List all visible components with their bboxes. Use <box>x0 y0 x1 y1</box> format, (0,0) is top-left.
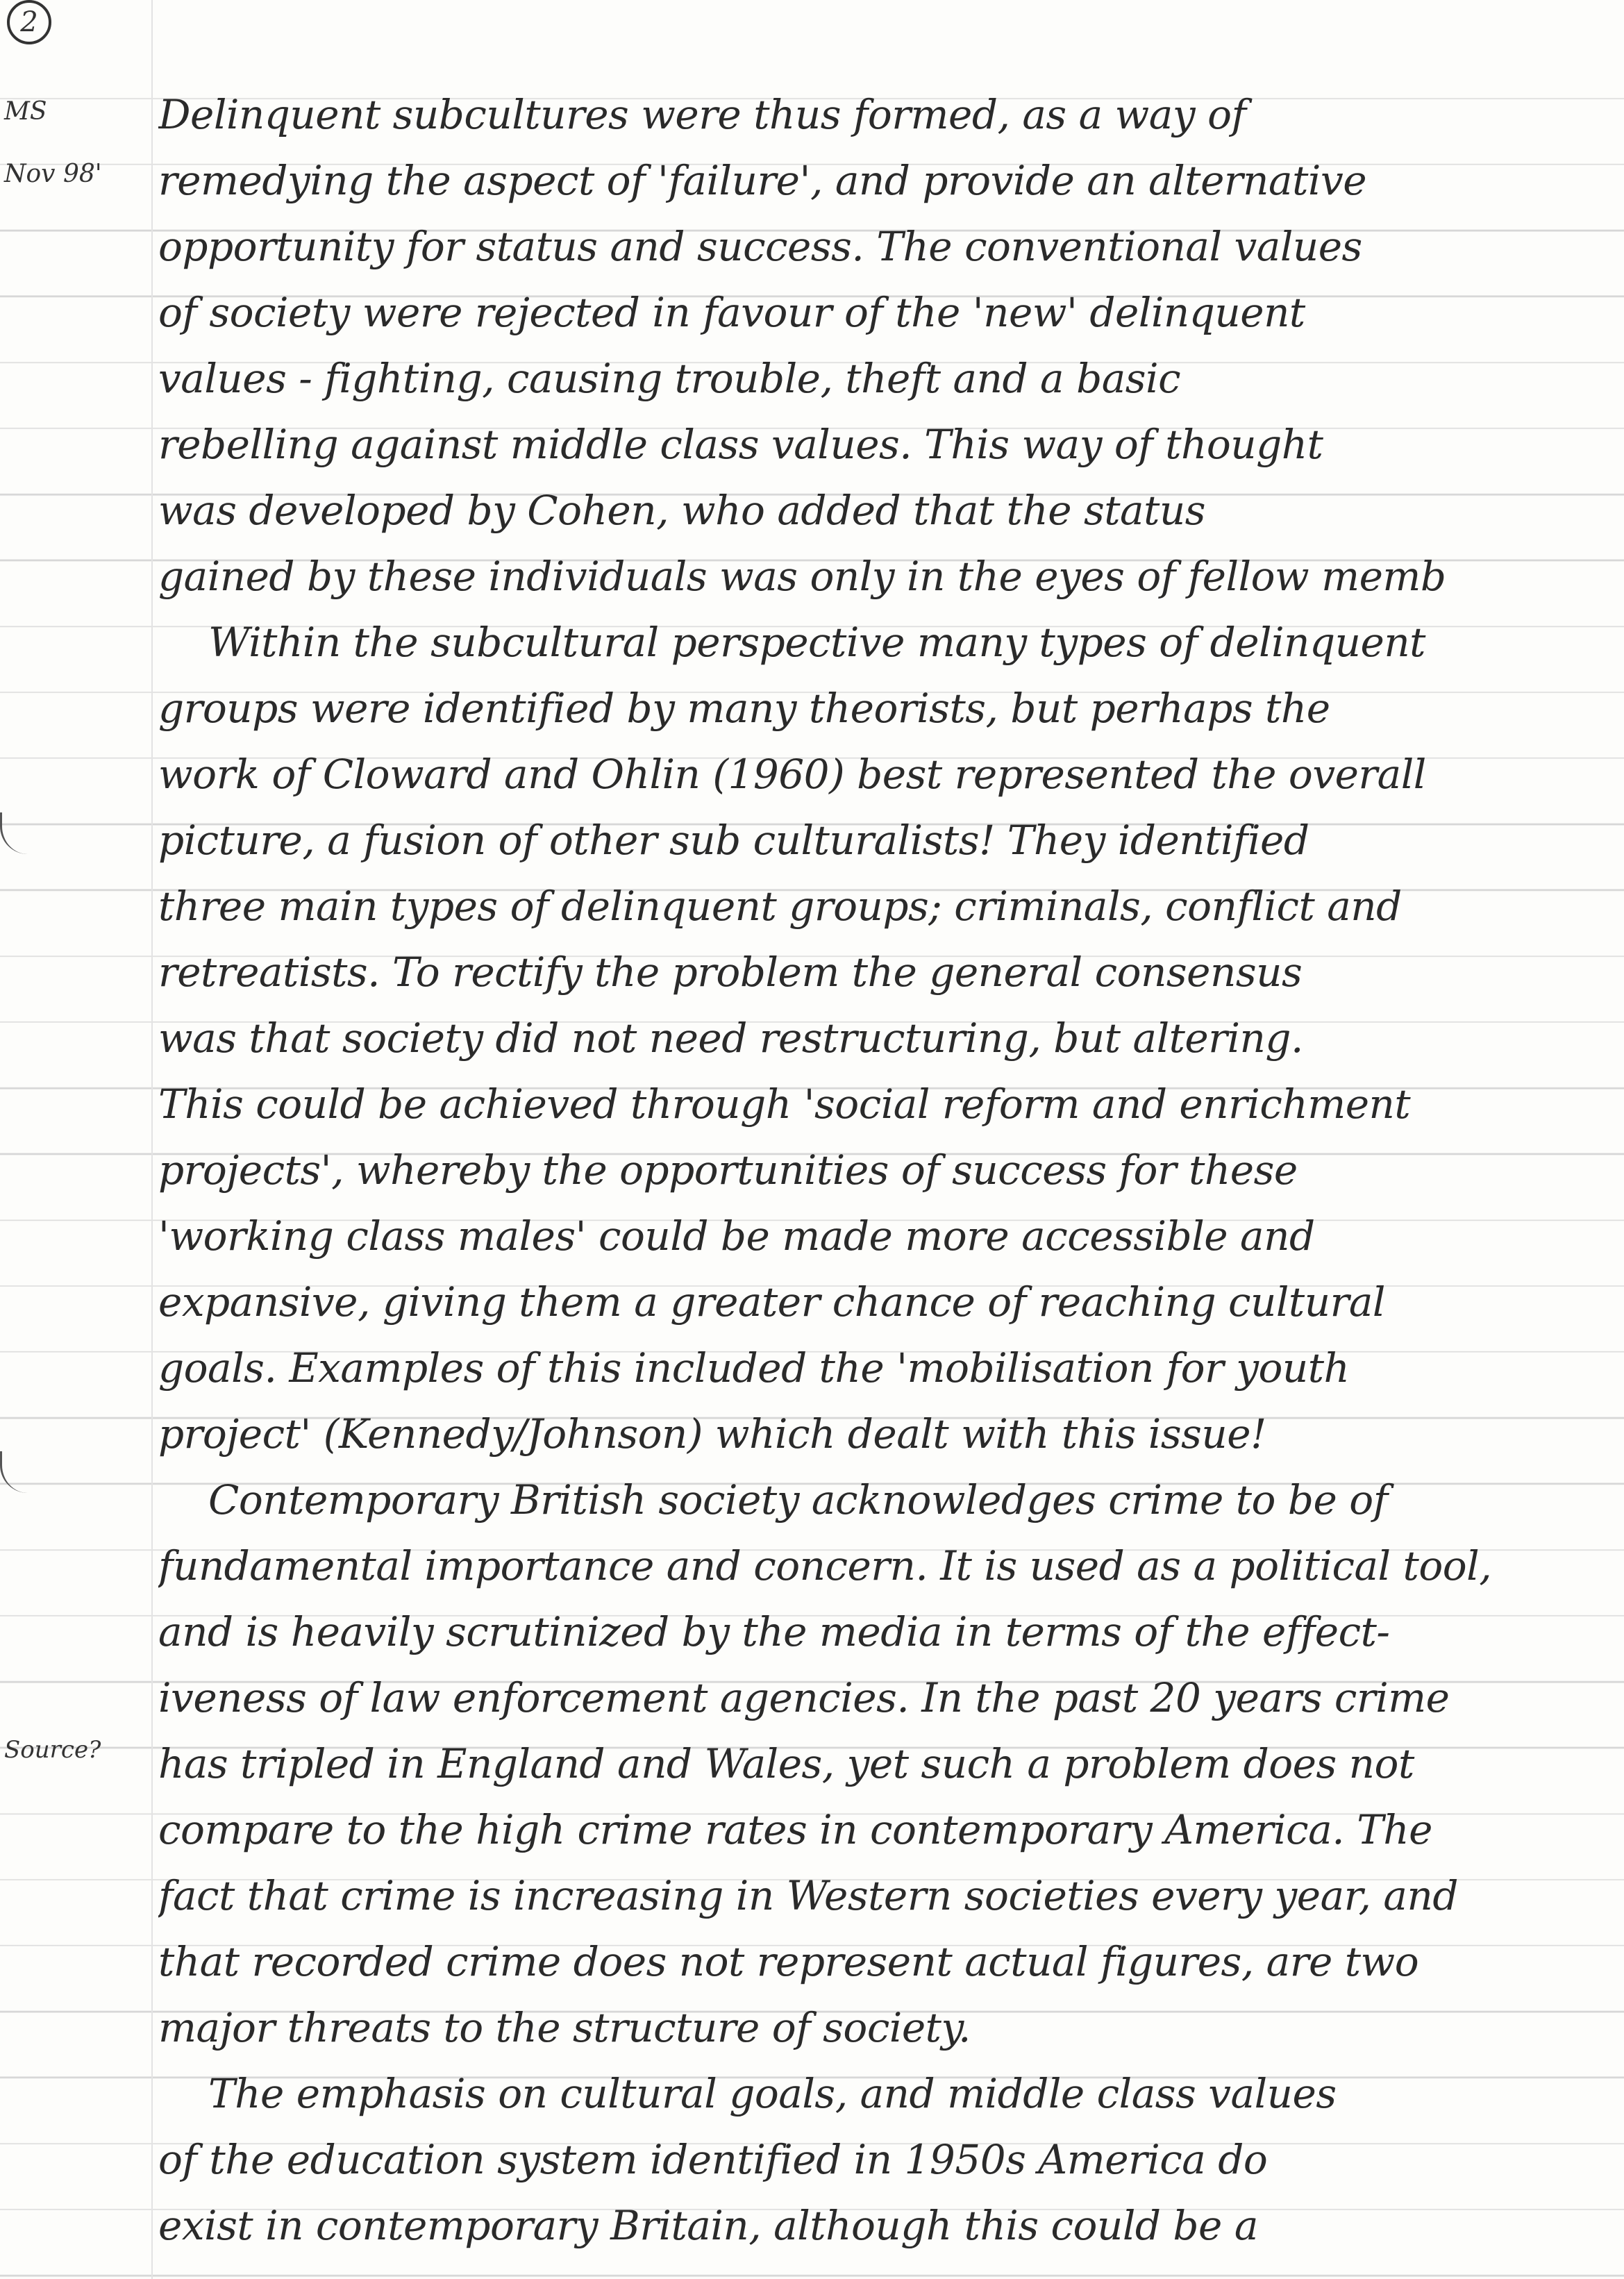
text-line: Contemporary British society acknowledges crime to be of <box>208 1476 1388 1523</box>
text-line: remedying the aspect of 'failure', and provide an alternative <box>158 157 1367 204</box>
text-line: 'working class males' could be made more accessible and <box>158 1212 1315 1260</box>
text-line: values - fighting, causing trouble, theft and a basic <box>158 355 1181 402</box>
text-line: of society were rejected in favour of the 'new' delinquent <box>158 289 1305 336</box>
text-line: retreatists. To rectify the problem the general consensus <box>158 949 1303 996</box>
text-line: has tripled in England and Wales, yet such a problem does not <box>158 1740 1414 1787</box>
text-line: rebelling against middle class values. This way of thought <box>158 421 1323 468</box>
text-line: exist in contemporary Britain, although this could be a <box>158 2202 1258 2249</box>
text-line: compare to the high crime rates in contemporary America. The <box>158 1806 1432 1853</box>
text-line: iveness of law enforcement agencies. In the past 20 years crime <box>158 1674 1450 1721</box>
margin-note-source: Source? <box>4 1736 101 1764</box>
margin-note-date: Nov 98' <box>4 160 102 188</box>
margin-tick-mark <box>0 812 30 854</box>
text-line: fact that crime is increasing in Western societies every year, and <box>158 1872 1458 1919</box>
margin-tick-mark <box>0 1451 30 1493</box>
text-line: gained by these individuals was only in the eyes of fellow memb <box>158 553 1446 600</box>
text-line: major threats to the structure of society. <box>158 2004 971 2051</box>
text-line: Within the subcultural perspective many types of delinquent <box>208 619 1425 666</box>
text-line: three main types of delinquent groups; criminals, conflict and <box>158 883 1402 930</box>
text-line: This could be achieved through 'social reform and enrichment <box>158 1080 1411 1128</box>
text-line: fundamental importance and concern. It is used as a political tool, <box>158 1542 1492 1589</box>
text-line: picture, a fusion of other sub culturalists! They identified <box>158 817 1309 864</box>
text-line: Delinquent subcultures were thus formed, as a way of <box>158 91 1246 138</box>
text-line: project' (Kennedy/Johnson) which dealt with this issue! <box>158 1410 1266 1458</box>
text-line: work of Cloward and Ohlin (1960) best represented the overall <box>158 751 1426 798</box>
text-line: expansive, giving them a greater chance of reaching cultural <box>158 1278 1385 1326</box>
text-line: groups were identified by many theorists, but perhaps the <box>158 685 1330 732</box>
text-line: was developed by Cohen, who added that the status <box>158 487 1206 534</box>
margin-rule <box>151 0 153 2279</box>
margin-note-initials: MS <box>4 97 47 126</box>
text-line: was that society did not need restructuring, but altering. <box>158 1015 1303 1062</box>
text-line: projects', whereby the opportunities of success for these <box>158 1146 1298 1194</box>
text-line: of the education system identified in 1950s America do <box>158 2136 1268 2183</box>
page-number <box>7 0 51 44</box>
text-line: The emphasis on cultural goals, and middle class values <box>208 2070 1337 2117</box>
text-line: opportunity for status and success. The conventional values <box>158 223 1362 270</box>
text-line: that recorded crime does not represent actual figures, are two <box>158 1938 1419 1985</box>
page-number-text: 2 <box>20 6 38 38</box>
text-line: and is heavily scrutinized by the media in terms of the effect- <box>158 1608 1390 1655</box>
text-line: goals. Examples of this included the 'mobilisation for youth <box>158 1344 1350 1392</box>
